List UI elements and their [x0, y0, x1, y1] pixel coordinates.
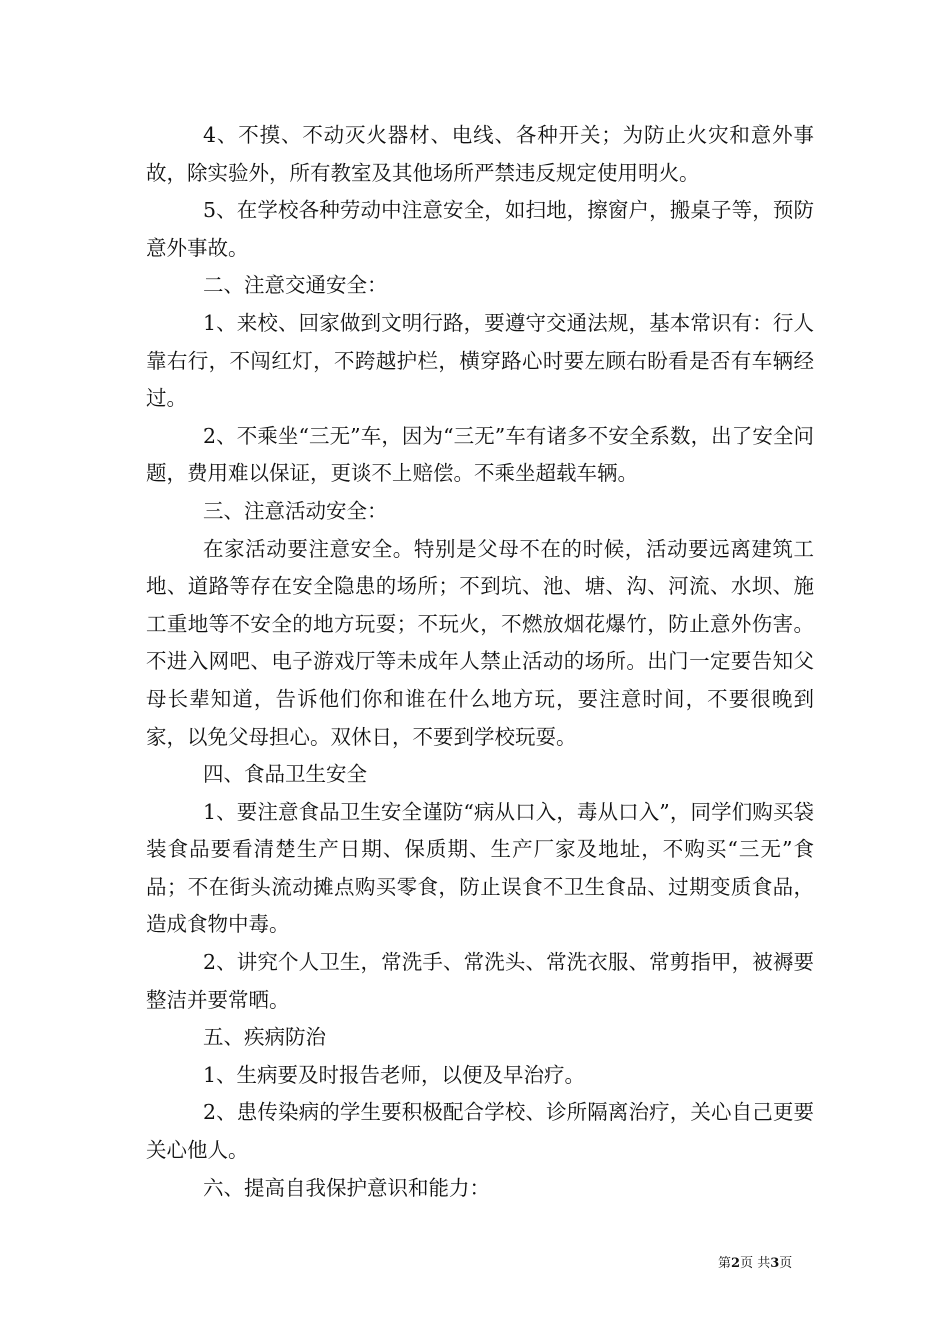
paragraph-labor-safety-item-5: 5、在学校各种劳动中注意安全，如扫地，擦窗户，搬桌子等，预防意外事故。	[146, 198, 814, 260]
heading-disease-prevention: 五、疾病防治	[203, 1025, 326, 1050]
footer-prefix: 第	[718, 1256, 732, 1271]
heading-traffic-safety: 二、注意交通安全：	[203, 273, 388, 298]
footer-suffix: 页	[779, 1256, 793, 1271]
paragraph-traffic-item-1: 1、来校、回家做到文明行路，要遵守交通法规，基本常识有：行人靠右行，不闯红灯，不跨越护栏，横穿路心时要左顾右盼看是否有车辆经过。	[146, 310, 814, 411]
paragraph-disease-item-2: 2、患传染病的学生要积极配合学校、诊所隔离治疗，关心自己更要关心他人。	[146, 1100, 814, 1163]
footer-total-pages: 3	[770, 1256, 780, 1271]
document-body	[146, 117, 814, 1207]
footer-middle: 页 共	[740, 1256, 771, 1271]
page-number-footer	[718, 1252, 792, 1271]
paragraph-food-item-1: 1、要注意食品卫生安全谨防“病从口入，毒从口入”，同学们购买袋装食品要看清楚生产日期、保质期、生产厂家及地址，不购买“三无”食品；不在街头流动摊点购买零食，防止误食不卫生食品、过期变质食品，造成食物中毒。	[146, 799, 814, 937]
paragraph-home-activity: 在家活动要注意安全。特别是父母不在的时候，活动要远离建筑工地、道路等存在安全隐患的场所；不到坑、池、塘、沟、河流、水坝、施工重地等不安全的地方玩耍；不玩火，不燃放烟花爆竹，防止意外伤害。不进入网吧、电子游戏厅等未成年人禁止活动的场所。出门一定要告知父母长辈知道，告诉他们你和谁在什么地方玩，要注意时间，不要很晚到家，以免父母担心。双休日，不要到学校玩耍。	[146, 536, 814, 749]
paragraph-traffic-item-2: 2、不乘坐“三无”车，因为“三无”车有诸多不安全系数，出了安全问题，费用难以保证，更谈不上赔偿。不乘坐超载车辆。	[146, 423, 814, 486]
paragraph-fire-safety-item-4: 4、不摸、不动灭火器材、电线、各种开关；为防止火灾和意外事故，除实验外，所有教室及其他场所严禁违反规定使用明火。	[146, 123, 814, 185]
heading-activity-safety: 三、注意活动安全：	[203, 498, 388, 523]
heading-self-protection: 六、提高自我保护意识和能力：	[203, 1175, 490, 1200]
paragraph-disease-item-1: 1、生病要及时报告老师，以便及早治疗。	[203, 1062, 586, 1087]
paragraph-food-item-2: 2、讲究个人卫生，常洗手、常洗头、常洗衣服、常剪指甲，被褥要整洁并要常晒。	[146, 950, 814, 1012]
footer-current-page: 2	[731, 1256, 741, 1271]
heading-food-hygiene: 四、食品卫生安全	[203, 762, 367, 787]
